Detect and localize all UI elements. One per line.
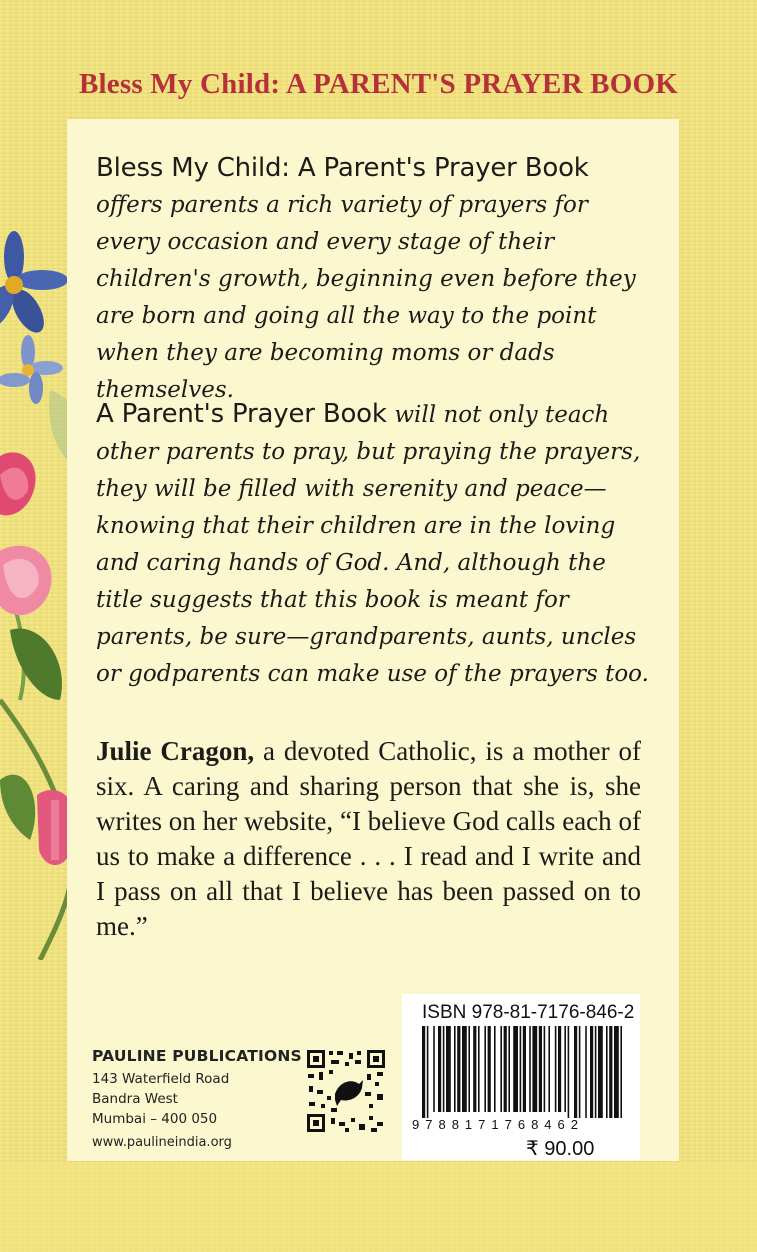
- author-bio-text: a devoted Catholic, is a mother of six. A caring and sharing person that she is, she writes on her website, “I believe God calls each of us to make a difference . . . I read and I write and I pass on all that I believe has been passed on to me.”: [96, 736, 641, 941]
- barcode-bar: [473, 1026, 476, 1112]
- barcode-bar: [520, 1026, 522, 1112]
- barcode-bar: [494, 1026, 496, 1112]
- barcode-bar: [454, 1026, 456, 1112]
- publisher-name: PAULINE PUBLICATIONS: [92, 1047, 302, 1065]
- barcode-bar: [598, 1026, 603, 1118]
- barcode-bar: [478, 1026, 480, 1112]
- barcode-bar: [508, 1026, 510, 1112]
- barcode-bar: [500, 1026, 502, 1112]
- barcode-bar: [539, 1026, 542, 1112]
- barcode-bar: [488, 1026, 491, 1112]
- barcode-bar: [595, 1026, 597, 1118]
- barcode-bar: [468, 1026, 470, 1112]
- barcode-bar: [579, 1026, 581, 1118]
- author-name: Julie Cragon,: [96, 736, 255, 766]
- barcode-bar: [529, 1026, 531, 1112]
- blurb-paragraph-2: [96, 396, 652, 692]
- barcode-bar: [548, 1026, 550, 1112]
- barcode-bar: [564, 1026, 566, 1112]
- barcode-bar: [568, 1026, 570, 1118]
- blurb-paragraph-2-text: will not only teach other parents to pray, but praying the prayers, they will be filled with serenity and peace—knowing that their children are in the loving and caring hands of God. And, although the title suggests that this book is meant for parents, be sure—grandparents, aunts, uncles or godparents can make use of the prayers too.: [96, 402, 649, 687]
- barcode-bar: [422, 1026, 425, 1118]
- price: ₹ 90.00: [526, 1138, 595, 1160]
- blurb-paragraph-1-text: offers parents a rich variety of prayers for every occasion and every stage of their children's growth, beginning even before they are born and going all the way to the point when they are becoming moms or dads themselves.: [96, 192, 636, 403]
- barcode-bar: [544, 1026, 546, 1112]
- blurb-paragraph-1: [96, 150, 652, 408]
- barcode-label: [402, 994, 640, 1160]
- barcode-bar: [606, 1026, 608, 1118]
- barcode-bar: [590, 1026, 593, 1118]
- barcode-bar: [504, 1026, 507, 1112]
- barcode-bar: [457, 1026, 460, 1112]
- barcode-digits: 9788171768462: [412, 1117, 584, 1132]
- publisher-website: www.paulineindia.org: [92, 1135, 232, 1150]
- barcode-bar: [513, 1026, 518, 1112]
- publisher-address-line: 143 Waterfield Road: [92, 1071, 230, 1087]
- qr-code: [305, 1048, 387, 1134]
- blurb-book-subtitle: A Parent's Prayer Book: [96, 399, 387, 429]
- barcode-bar: [433, 1026, 435, 1112]
- barcode-bar: [585, 1026, 587, 1118]
- barcode-bar: [484, 1026, 486, 1112]
- blurb-book-title: Bless My Child: A Parent's Prayer Book: [96, 153, 589, 183]
- barcode-bar: [609, 1026, 612, 1118]
- barcode-bars: [420, 1026, 625, 1118]
- publisher-block: [92, 1047, 302, 1129]
- barcode-bar: [532, 1026, 537, 1112]
- isbn-text: ISBN 978-81-7176-846-2: [422, 1002, 635, 1023]
- barcode-bar: [438, 1026, 441, 1112]
- barcode-bar: [427, 1026, 429, 1118]
- barcode-bar: [614, 1026, 619, 1118]
- publisher-address-line: Mumbai – 400 050: [92, 1111, 218, 1127]
- cover-bottom-strip: [0, 1163, 757, 1252]
- barcode-bar: [523, 1026, 526, 1112]
- cover-title: Bless My Child: A PARENT'S PRAYER BOOK: [79, 68, 678, 100]
- barcode-bar: [574, 1026, 577, 1118]
- author-bio: [96, 734, 641, 944]
- barcode-bar: [446, 1026, 451, 1112]
- barcode-bar: [620, 1026, 622, 1118]
- publisher-address-line: Bandra West: [92, 1091, 178, 1107]
- barcode-bar: [443, 1026, 445, 1112]
- barcode-bar: [558, 1026, 561, 1112]
- barcode-bar: [462, 1026, 467, 1112]
- barcode-bar: [555, 1026, 557, 1112]
